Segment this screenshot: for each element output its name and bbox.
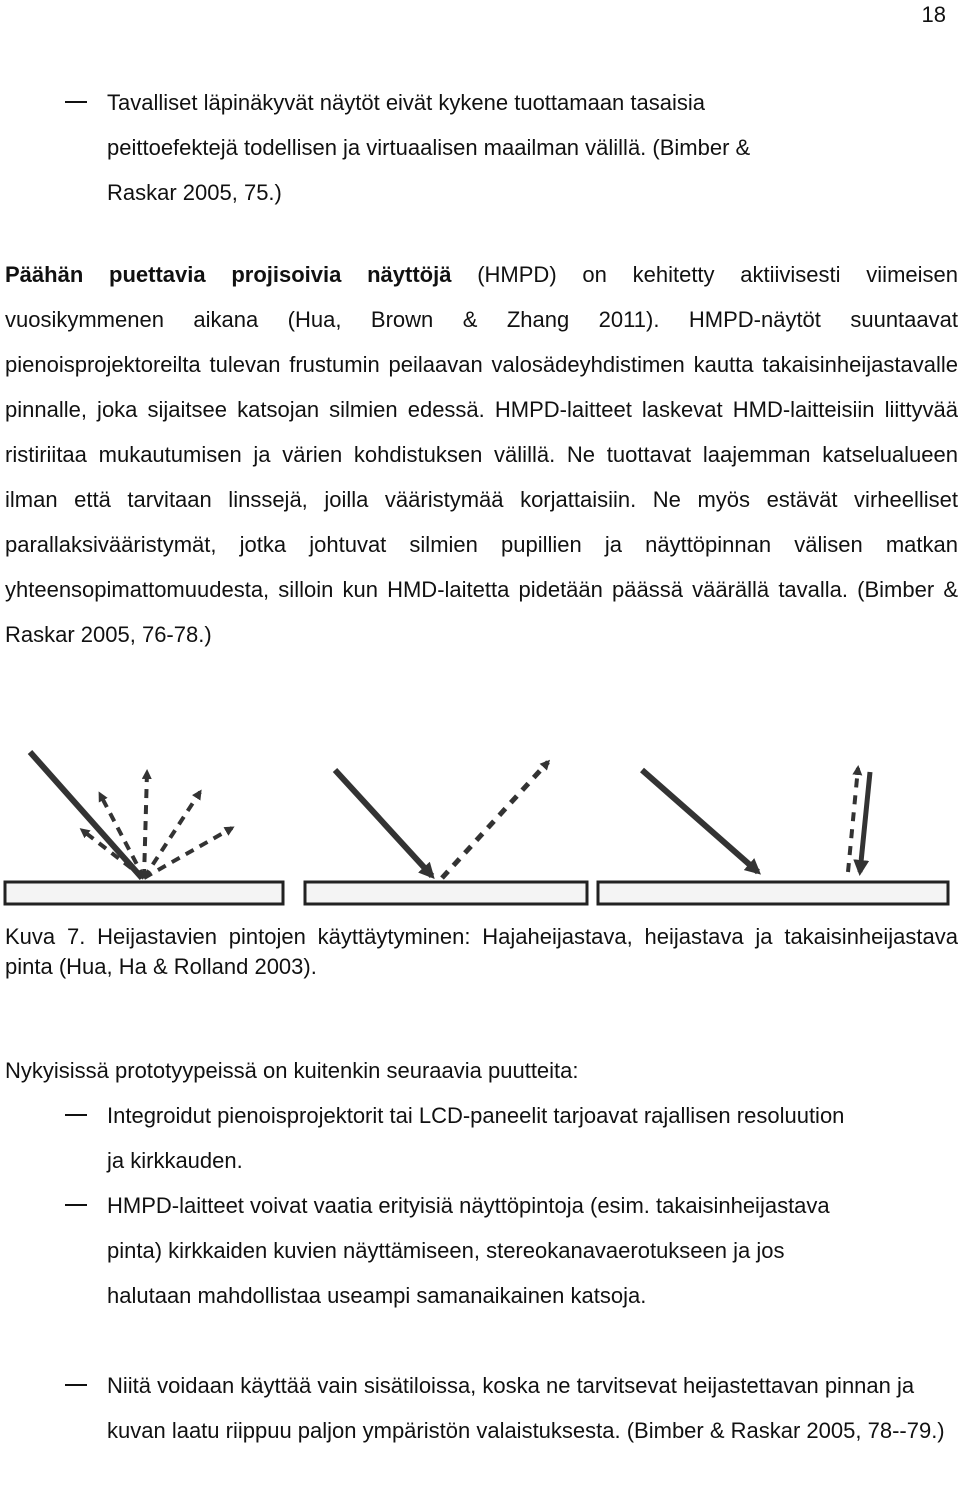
diffuse-surface — [5, 882, 283, 904]
list-item — [65, 1093, 945, 1183]
incident-ray — [642, 770, 758, 872]
list-item-text: Niitä voidaan käyttää vain sisätiloissa, koska ne tarvitsevat heijastettavan pinnan ja kuvan laatu riippuu paljon ympäristön valaistuksesta. (Bimber & Raskar 2005, 78--79.) — [107, 1373, 945, 1443]
retro-reflection-panel — [598, 768, 948, 904]
incident-ray-right — [860, 772, 870, 872]
list-item — [65, 80, 945, 215]
reflection-figure — [0, 740, 960, 910]
bold-term: Päähän puettavia projisoivia näyttöjä — [5, 262, 452, 287]
paragraph-text: (HMPD) on kehitetty aktiivisesti viimeisen vuosikymmenen aikana (Hua, Brown & Zhang 2011). HMPD-näytöt suuntaavat pienoisprojektoreilta tulevan frustumin peilaavan valosädeyhdistimen kautta takaisinheijastavalle pinnalle, joka sijaitsee katsojan silmien edessä. HMPD-laitteet laskevat HMD-laitteisiin liittyvää ristiriitaa mukautumisen ja värien kohdistuksen välillä. Ne tuottavat laajemman katselualueen ilman että tarvitaan linssejä, joilla vääristymää korjattaisiin. Ne myös estävät virheelliset parallaksivääristymät, jotka johtuvat silmien pupillien ja näyttöpinnan välisen matkan yhteensopimattomuudesta, silloin kun HMD-laitetta pidetään päässä väärällä tavalla. (Bimber & Raskar 2005, 76-78.) — [5, 262, 958, 647]
list-item-text: Integroidut pienoisprojektorit tai LCD-paneelit tarjoavat rajallisen resoluution ja kirkkauden. — [107, 1103, 845, 1173]
retro-reflected-ray — [848, 768, 858, 872]
diffuse-reflection-panel — [5, 752, 283, 904]
dash-bullet-icon — [65, 1114, 87, 1116]
incident-ray — [30, 752, 142, 878]
list-intro: Nykyisissä prototyypeissä on kuitenkin seuraavia puutteita: — [5, 1058, 579, 1083]
incident-ray — [335, 770, 432, 876]
list-item-text: HMPD-laitteet voivat vaatia erityisiä näyttöpintoja (esim. takaisinheijastava pinta) kirkkaiden kuvien näyttämiseen, stereokanavaerotukseen ja jos halutaan mahdollistaa useampi samanaikainen katsoja. — [107, 1193, 830, 1308]
retroreflective-surface — [598, 882, 948, 904]
list-item-text: Tavalliset läpinäkyvät näytöt eivät kykene tuottamaan tasaisia peittoefektejä todellisen ja virtuaalisen maailman välillä. (Bimber & Raskar 2005, 75.) — [107, 90, 751, 205]
list-item — [65, 1363, 945, 1453]
reflected-ray — [442, 762, 548, 878]
list-item — [65, 1183, 945, 1318]
figure-caption: Kuva 7. Heijastavien pintojen käyttäytyminen: Hajaheijastava, heijastava ja takaisinheijastava pinta (Hua, Ha & Rolland 2003). — [5, 924, 958, 979]
dash-bullet-icon — [65, 1384, 87, 1386]
body-paragraph — [5, 252, 958, 657]
dash-bullet-icon — [65, 101, 87, 103]
page-number: 18 — [921, 2, 946, 27]
specular-reflection-panel — [305, 762, 587, 904]
mirror-surface — [305, 882, 587, 904]
dash-bullet-icon — [65, 1204, 87, 1206]
scattered-rays — [82, 772, 232, 878]
